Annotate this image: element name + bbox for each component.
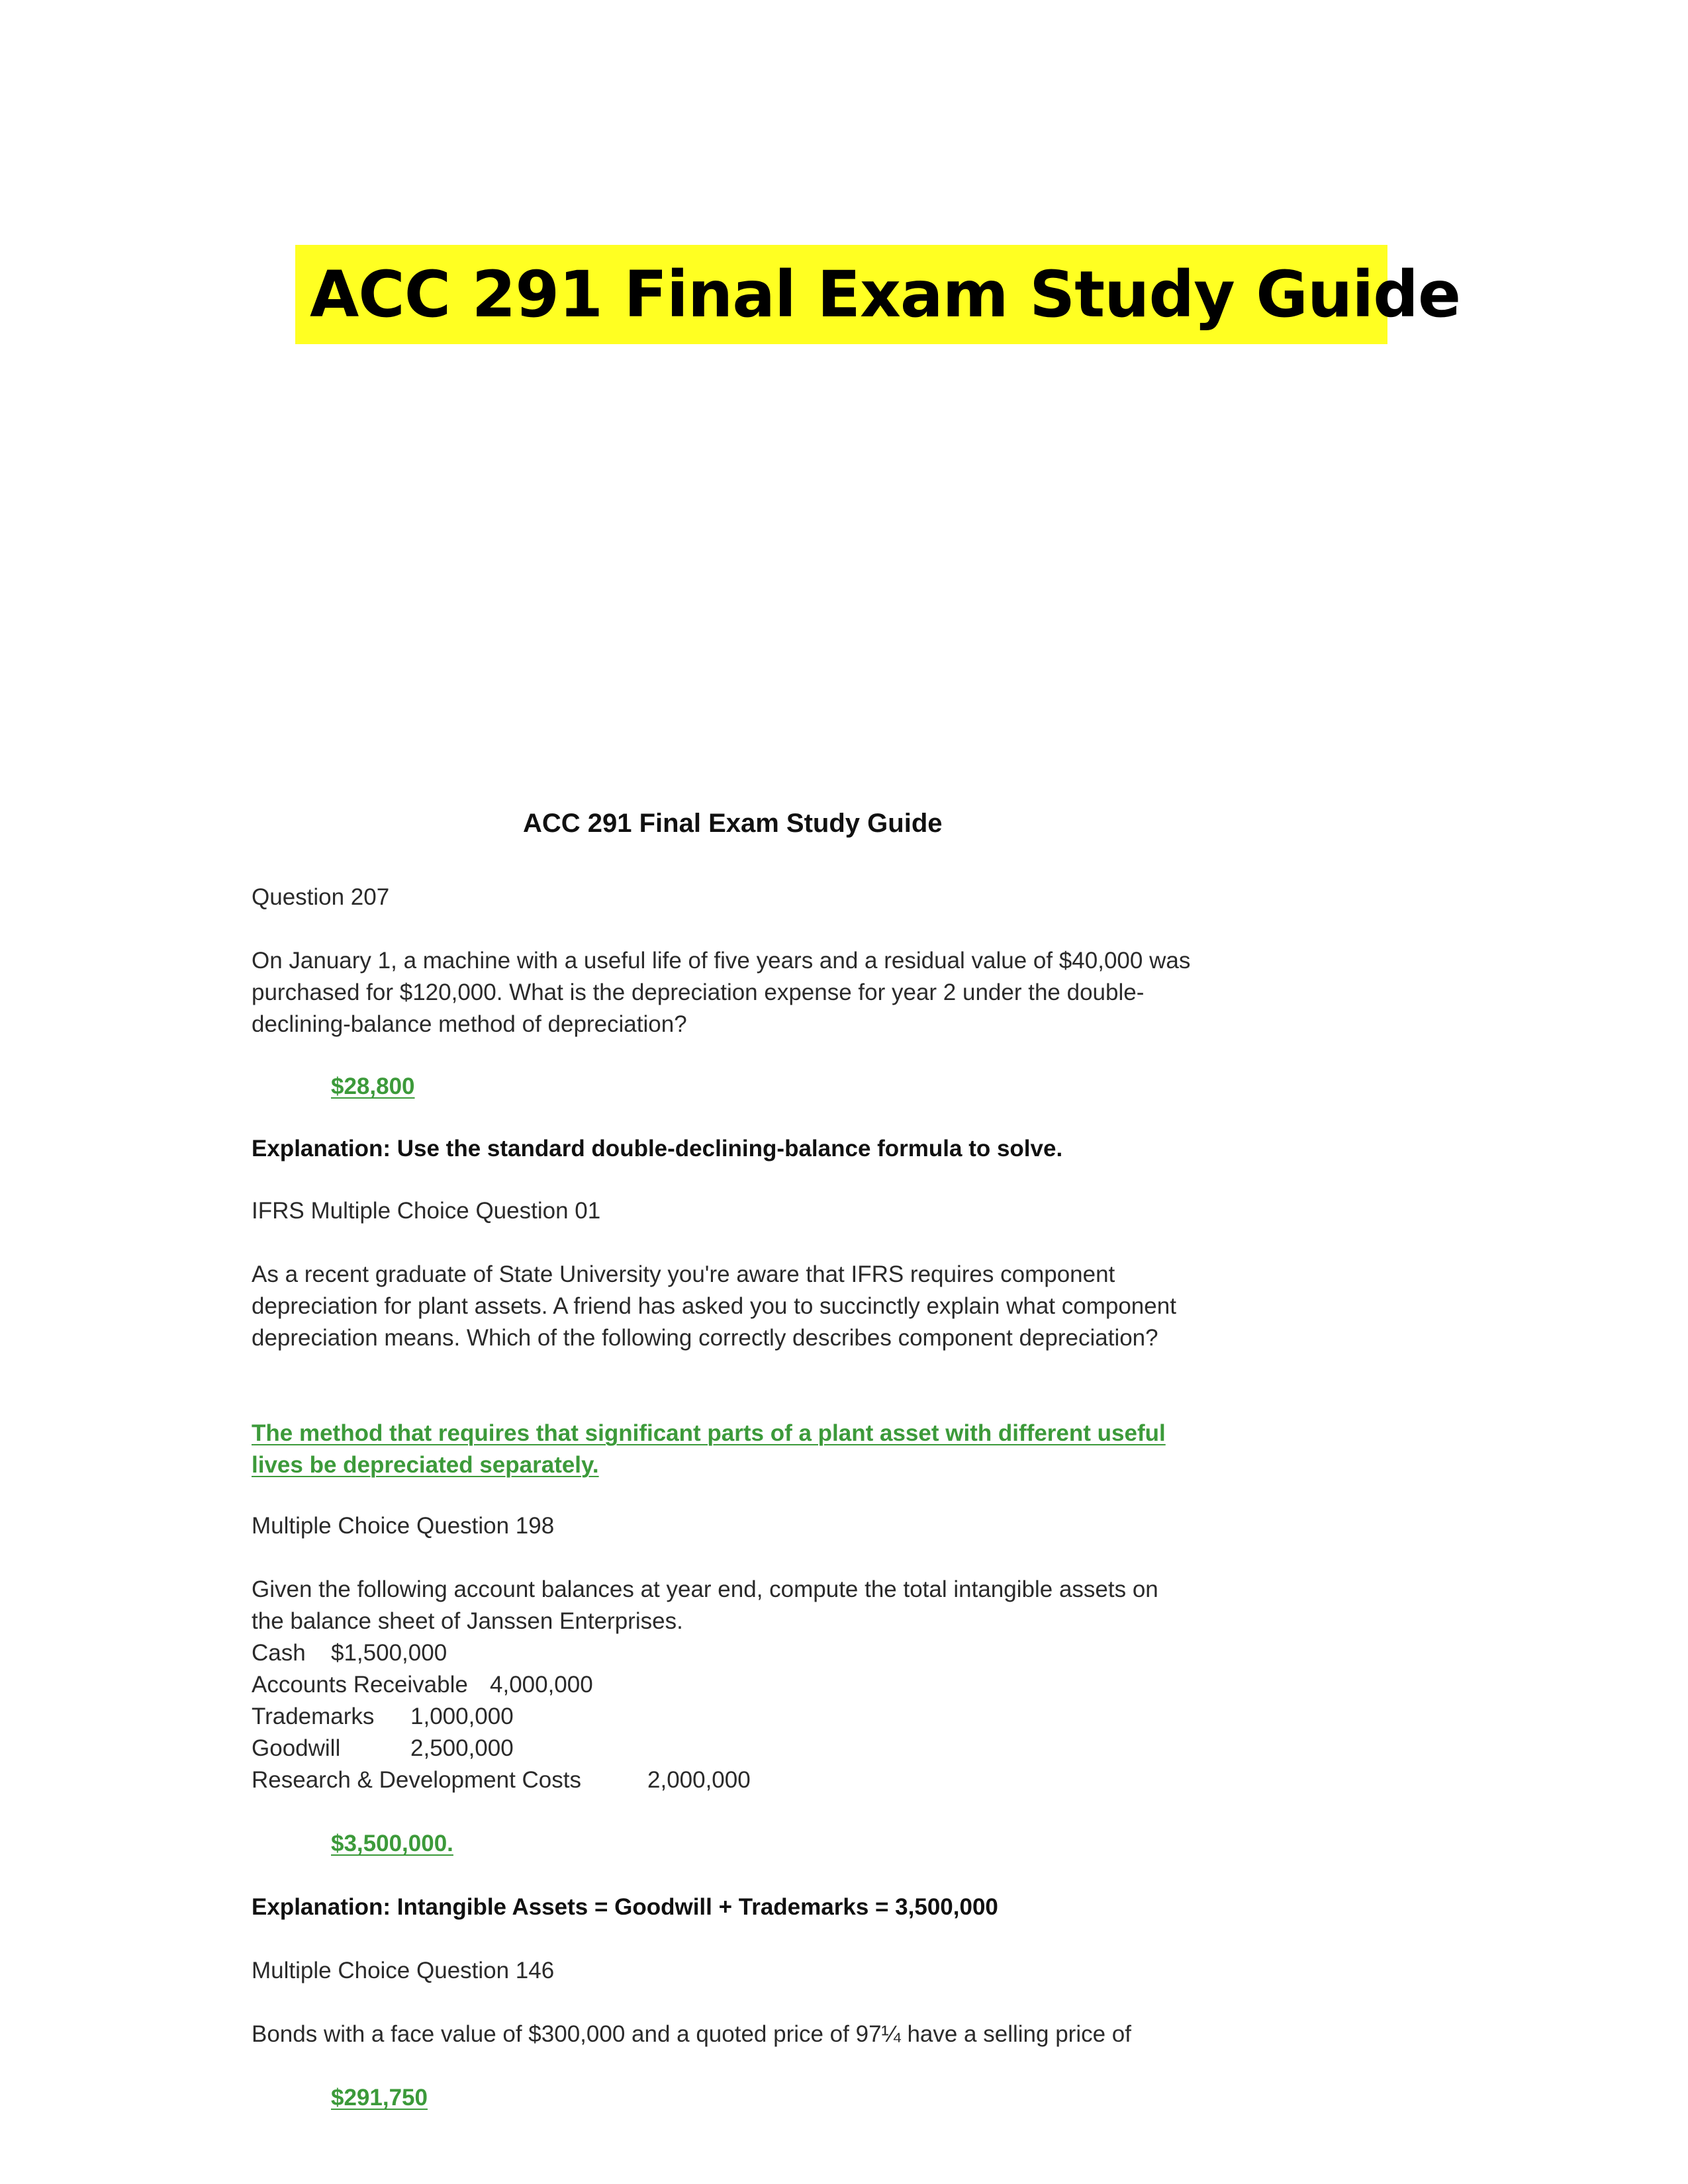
account-value: $1,500,000: [331, 1640, 447, 1666]
account-name: Trademarks: [252, 1704, 375, 1729]
account-name: Accounts Receivable: [252, 1672, 468, 1698]
q4-answer: $291,750: [331, 2085, 428, 2111]
account-value: 4,000,000: [490, 1672, 593, 1698]
account-name: Goodwill: [252, 1735, 341, 1761]
q1-heading: Question 207: [252, 884, 390, 910]
banner-title: ACC 291 Final Exam Study Guide: [310, 257, 1461, 332]
account-row: [252, 1733, 514, 1764]
account-value: 1,000,000: [410, 1704, 514, 1729]
q3-text: Given the following account balances at year end, compute the total intangible assets on the balance sheet of Janssen Enterprises.: [252, 1576, 1158, 1634]
q1-text: On January 1, a machine with a useful life of five years and a residual value of $40,000 was purchased for $120,000. What is the depreciation expense for year 2 under the double-declining-balance method of depreciation?: [252, 948, 1191, 1037]
title-banner: [295, 245, 1461, 344]
q1-explanation: Explanation: Use the standard double-declining-balance formula to solve.: [252, 1136, 1063, 1161]
q3-explanation: Explanation: Intangible Assets = Goodwill + Trademarks = 3,500,000: [252, 1894, 998, 1920]
q2-heading: IFRS Multiple Choice Question 01: [252, 1198, 601, 1224]
q4-text: Bonds with a face value of $300,000 and a quoted price of 97¼ have a selling price of: [252, 2021, 1131, 2047]
q1-answer: $28,800: [331, 1073, 415, 1099]
document-title: ACC 291 Final Exam Study Guide: [523, 809, 943, 838]
q4-heading: Multiple Choice Question 146: [252, 1958, 555, 1983]
q3-heading: Multiple Choice Question 198: [252, 1513, 555, 1539]
account-name: Cash: [252, 1640, 306, 1666]
account-value: 2,000,000: [647, 1767, 751, 1793]
account-name: Research & Development Costs: [252, 1767, 581, 1793]
account-value: 2,500,000: [410, 1735, 514, 1761]
q2-text: As a recent graduate of State University you're aware that IFRS requires component depreciation for plant assets. A friend has asked you to succinctly explain what component depreciation means. Which of the following correctly describes component depreciation?: [252, 1261, 1176, 1351]
account-row: [252, 1701, 514, 1733]
account-row: [252, 1764, 751, 1796]
account-row: [252, 1637, 447, 1669]
q3-answer: $3,500,000.: [331, 1831, 453, 1856]
q2-answer: The method that requires that significant parts of a plant asset with different useful lives be depreciated separately.: [252, 1420, 1166, 1478]
account-row: [252, 1669, 593, 1701]
